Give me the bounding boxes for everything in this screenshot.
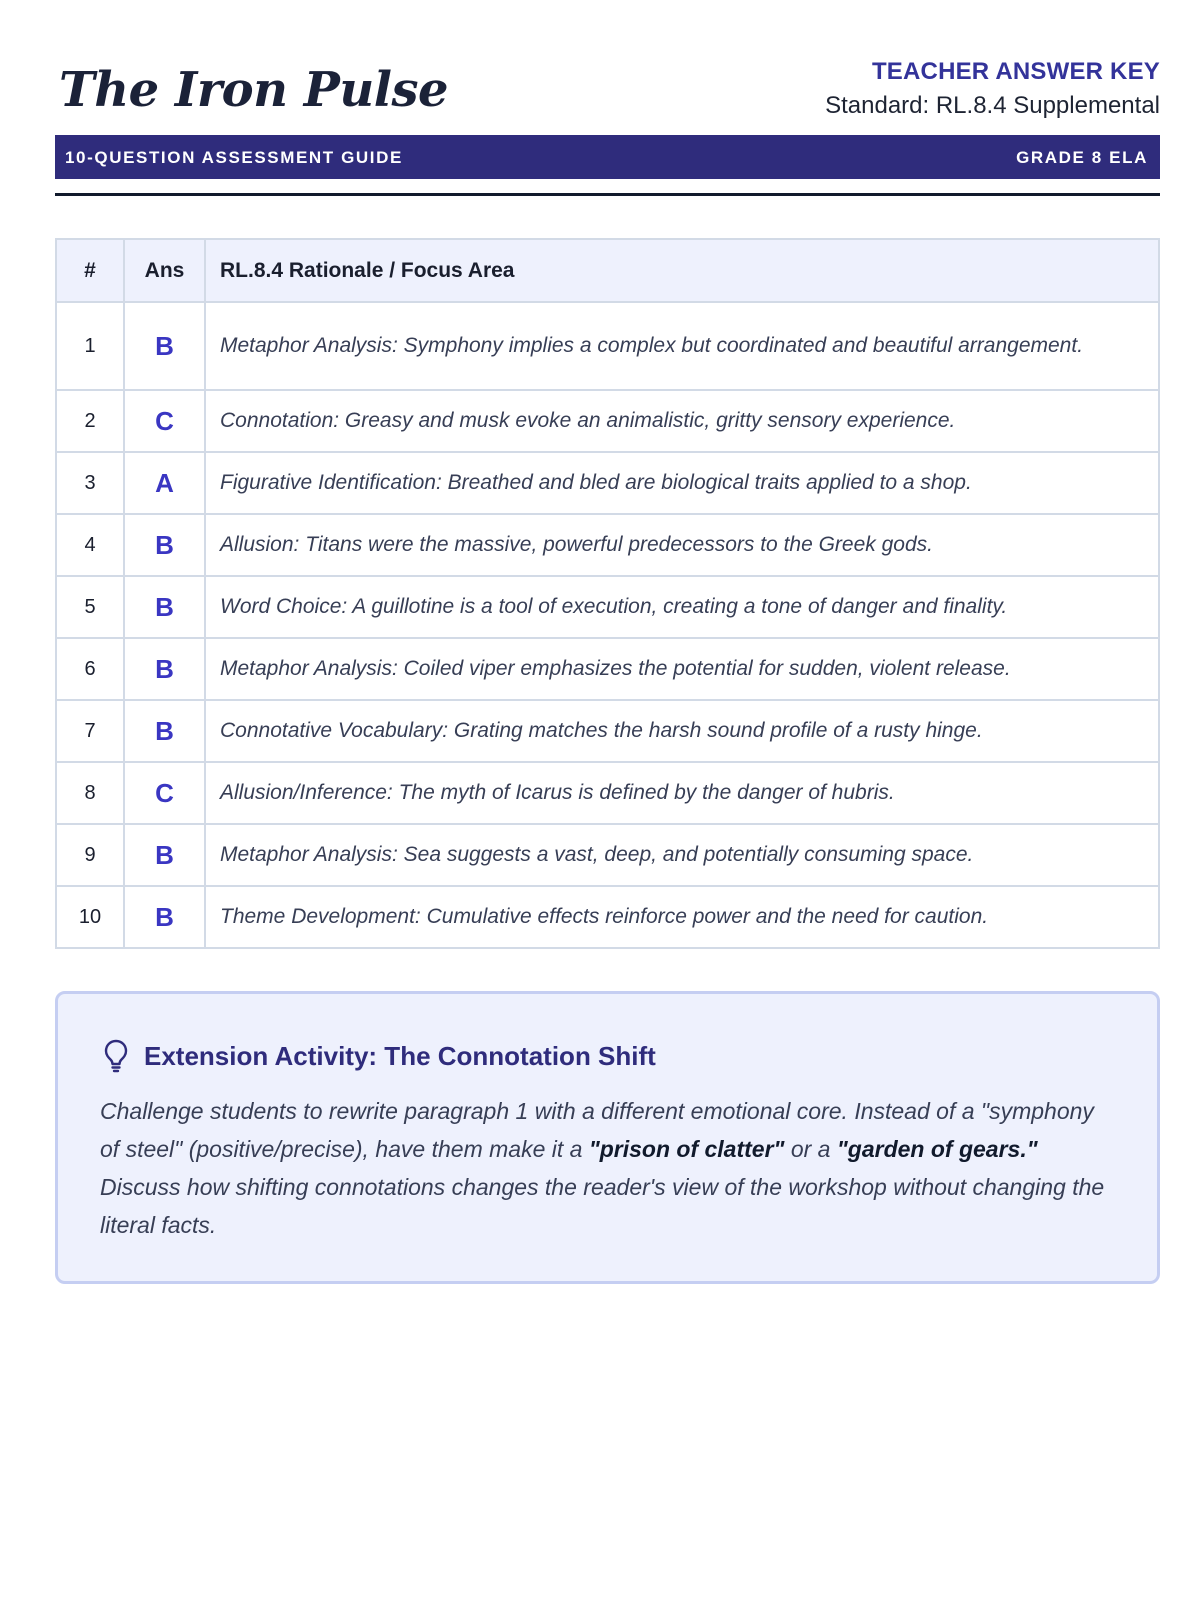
extension-body-text: or a bbox=[784, 1136, 837, 1162]
question-number: 1 bbox=[56, 302, 124, 390]
assessment-banner bbox=[55, 135, 1160, 179]
extension-body-text: Challenge students to rewrite paragraph 1 with a different emotional core. Instead of a "symphony of steel" (positive/precise), have them make it a bbox=[100, 1098, 1094, 1162]
rationale-text: Metaphor Analysis: Sea suggests a vast, deep, and potentially consuming space. bbox=[205, 824, 1159, 886]
table-row bbox=[56, 452, 1159, 514]
rationale-text: Metaphor Analysis: Coiled viper emphasizes the potential for sudden, violent release. bbox=[205, 638, 1159, 700]
rationale-text: Figurative Identification: Breathed and bled are biological traits applied to a shop. bbox=[205, 452, 1159, 514]
table-row bbox=[56, 638, 1159, 700]
table-row bbox=[56, 762, 1159, 824]
answer-letter: B bbox=[124, 514, 205, 576]
extension-heading bbox=[102, 1038, 656, 1074]
column-header-number: # bbox=[56, 239, 124, 302]
answer-letter: B bbox=[124, 824, 205, 886]
table-row bbox=[56, 302, 1159, 390]
question-number: 2 bbox=[56, 390, 124, 452]
table-row bbox=[56, 390, 1159, 452]
table-row bbox=[56, 700, 1159, 762]
question-number: 4 bbox=[56, 514, 124, 576]
answer-key-table bbox=[55, 238, 1160, 949]
extension-activity-panel bbox=[55, 991, 1160, 1284]
question-number: 3 bbox=[56, 452, 124, 514]
rationale-text: Allusion: Titans were the massive, powerful predecessors to the Greek gods. bbox=[205, 514, 1159, 576]
standard-label: Standard: RL.8.4 Supplemental bbox=[825, 92, 1160, 119]
extension-body bbox=[100, 1092, 1110, 1244]
column-header-rationale: RL.8.4 Rationale / Focus Area bbox=[205, 239, 1159, 302]
rationale-text: Connotation: Greasy and musk evoke an animalistic, gritty sensory experience. bbox=[205, 390, 1159, 452]
rationale-text: Theme Development: Cumulative effects reinforce power and the need for caution. bbox=[205, 886, 1159, 948]
question-number: 6 bbox=[56, 638, 124, 700]
question-number: 9 bbox=[56, 824, 124, 886]
column-header-answer: Ans bbox=[124, 239, 205, 302]
answer-letter: B bbox=[124, 576, 205, 638]
rationale-text: Connotative Vocabulary: Grating matches the harsh sound profile of a rusty hinge. bbox=[205, 700, 1159, 762]
extension-title: Extension Activity: The Connotation Shift bbox=[144, 1040, 656, 1071]
question-number: 8 bbox=[56, 762, 124, 824]
table-row bbox=[56, 824, 1159, 886]
answer-letter: B bbox=[124, 700, 205, 762]
answer-letter: B bbox=[124, 886, 205, 948]
answer-letter: B bbox=[124, 638, 205, 700]
table-header-row bbox=[56, 239, 1159, 302]
banner-guide-label: 10-QUESTION ASSESSMENT GUIDE bbox=[65, 148, 403, 167]
question-number: 5 bbox=[56, 576, 124, 638]
banner-grade-label: GRADE 8 ELA bbox=[1016, 148, 1148, 167]
question-number: 7 bbox=[56, 700, 124, 762]
answer-letter: C bbox=[124, 762, 205, 824]
table-row bbox=[56, 576, 1159, 638]
table-row bbox=[56, 514, 1159, 576]
answer-letter: A bbox=[124, 452, 205, 514]
rationale-text: Metaphor Analysis: Symphony implies a complex but coordinated and beautiful arrangement. bbox=[205, 302, 1159, 390]
extension-example-garden: "garden of gears." bbox=[836, 1136, 1038, 1162]
answer-key-label: TEACHER ANSWER KEY bbox=[871, 58, 1160, 85]
page-title: The Iron Pulse bbox=[59, 62, 449, 118]
question-number: 10 bbox=[56, 886, 124, 948]
extension-example-prison: "prison of clatter" bbox=[588, 1136, 785, 1162]
rationale-text: Word Choice: A guillotine is a tool of execution, creating a tone of danger and finality. bbox=[205, 576, 1159, 638]
rationale-text: Allusion/Inference: The myth of Icarus is defined by the danger of hubris. bbox=[205, 762, 1159, 824]
table-row bbox=[56, 886, 1159, 948]
extension-body-text: Discuss how shifting connotations changes the reader's view of the workshop without changing the literal facts. bbox=[100, 1174, 1105, 1238]
header-divider bbox=[55, 193, 1160, 196]
lightbulb-icon bbox=[102, 1038, 130, 1074]
page-header bbox=[55, 50, 1160, 130]
answer-letter: C bbox=[124, 390, 205, 452]
answer-letter: B bbox=[124, 302, 205, 390]
